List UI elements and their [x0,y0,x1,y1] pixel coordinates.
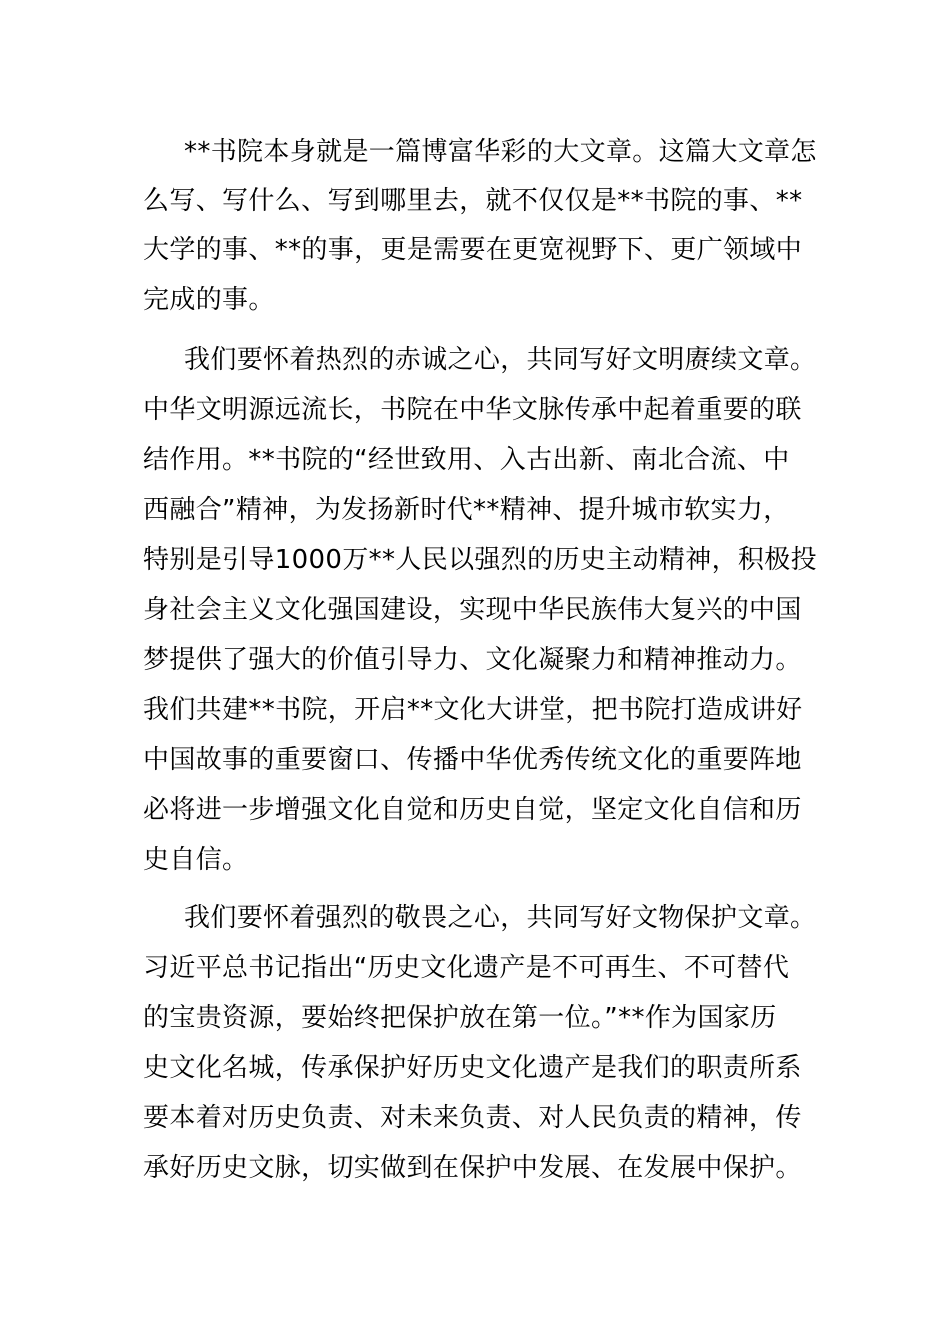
paragraph-line: 大学的事、**的事，更是需要在更宽视野下、更广领域中 [143,235,803,265]
paragraph-line: 结作用。**书院的“经世致用、入古出新、南北合流、中 [143,445,790,475]
paragraph-line: 的宝贵资源，要始终把保护放在第一位。”**作为国家历 [143,1003,777,1033]
paragraph-line: 承好历史文脉，切实做到在保护中发展、在发展中保护。 [143,1153,802,1183]
paragraph-line: 我们要怀着热烈的赤诚之心，共同写好文明赓续文章。 [184,345,817,375]
paragraph-line: 我们共建**书院，开启**文化大讲堂，把书院打造成讲好 [143,695,803,725]
paragraph-line: 西融合”精神，为发扬新时代**精神、提升城市软实力， [143,495,790,525]
paragraph-line: 么写、写什么、写到哪里去，就不仅仅是**书院的事、** [143,186,803,216]
paragraph-line: 中国故事的重要窗口、传播中华优秀传统文化的重要阵地 [143,745,802,775]
paragraph-line: 身社会主义文化强国建设，实现中华民族伟大复兴的中国 [143,595,802,625]
paragraph-line: 史自信。 [143,845,249,875]
paragraph-line: 中华文明源远流长，书院在中华文脉传承中起着重要的联 [143,395,802,425]
paragraph-line: 必将进一步增强文化自觉和历史自觉，坚定文化自信和历 [143,795,802,825]
paragraph-line: 完成的事。 [143,285,275,315]
paragraph-line: **书院本身就是一篇博富华彩的大文章。这篇大文章怎 [184,137,817,167]
paragraph-line: 梦提供了强大的价值引导力、文化凝聚力和精神推动力。 [143,645,802,675]
paragraph-line: 史文化名城，传承保护好历史文化遗产是我们的职责所系 [143,1053,802,1083]
paragraph-line: 要本着对历史负责、对未来负责、对人民负责的精神，传 [143,1103,802,1133]
paragraph-line: 习近平总书记指出“历史文化遗产是不可再生、不可替代 [143,953,790,983]
paragraph-line: 我们要怀着强烈的敬畏之心，共同写好文物保护文章。 [184,903,817,933]
paragraph-line: 特别是引导1000万**人民以强烈的历史主动精神，积极投 [143,545,817,575]
